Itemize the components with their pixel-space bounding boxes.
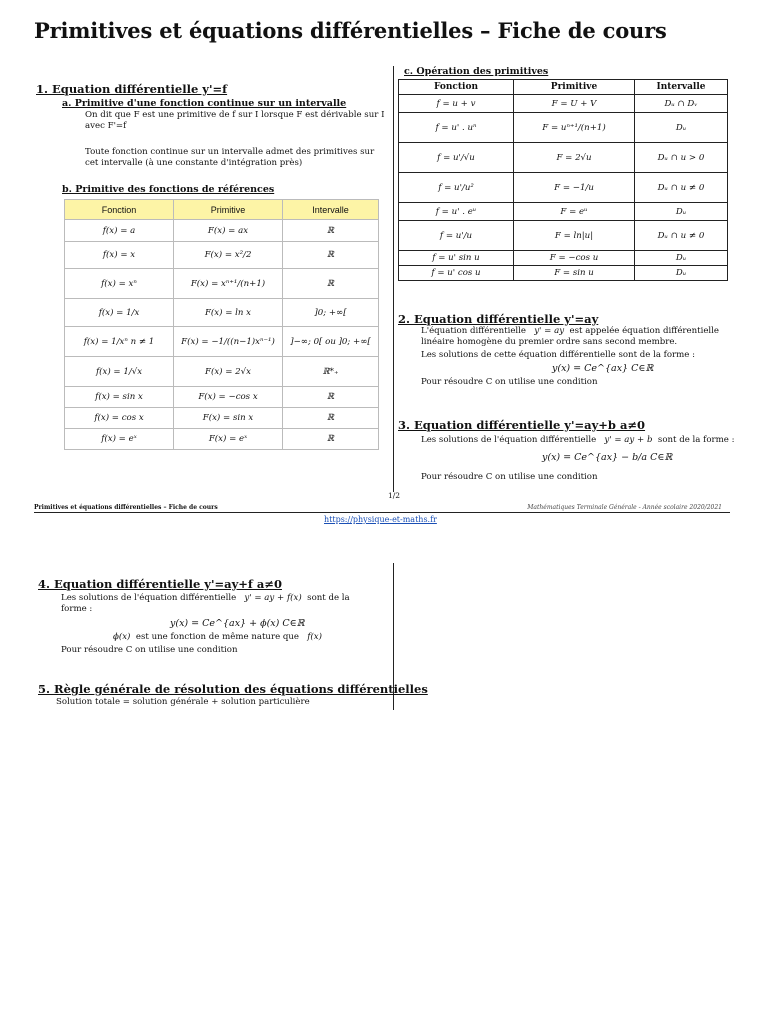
section-2-text bbox=[421, 326, 731, 348]
ops-header-fonction: Fonction bbox=[399, 80, 514, 95]
table-cell: Dᵤ bbox=[635, 113, 728, 143]
text: Les solutions de l'équation différentielle bbox=[61, 593, 237, 603]
table-cell: F(x) = xⁿ⁺¹/(n+1) bbox=[174, 269, 283, 299]
section-3-heading bbox=[398, 418, 645, 432]
table-cell: Dᵤ bbox=[635, 251, 728, 266]
table-cell: ]0; +∞[ bbox=[283, 299, 379, 327]
operations-primitives-table bbox=[398, 79, 728, 281]
table-cell: F(x) = −cos x bbox=[174, 387, 283, 408]
section-2-solutions-text: Les solutions de cette équation différentielle sont de la forme : bbox=[421, 350, 696, 360]
text: est une fonction de même nature que bbox=[135, 632, 300, 642]
section-c-title: c. Opération des primitives bbox=[404, 66, 549, 77]
table-cell: F = eᵘ bbox=[514, 203, 635, 221]
table-cell: F(x) = eˣ bbox=[174, 429, 283, 450]
text: f(x) bbox=[307, 632, 322, 642]
table-cell: f = u' . uⁿ bbox=[399, 113, 514, 143]
section-4-equation: y(x) = Ce^{ax} + ϕ(x) C∈ℝ bbox=[170, 618, 305, 629]
footer-right: Mathématiques Terminale Générale - Année scolaire 2020/2021 bbox=[527, 504, 722, 511]
table-cell: ℝ bbox=[283, 269, 379, 299]
table-cell: F(x) = 2√x bbox=[174, 357, 283, 387]
footer-rule bbox=[34, 512, 730, 513]
section-5-title: 5. Règle générale de résolution des équations différentielles bbox=[38, 682, 428, 696]
table-row bbox=[65, 429, 379, 450]
table-cell: Dᵤ ∩ u ≠ 0 bbox=[635, 221, 728, 251]
table-row bbox=[399, 251, 728, 266]
section-1a-definition: On dit que F est une primitive de f sur I lorsque F est dérivable sur I avec F'=f bbox=[85, 110, 385, 131]
section-c-heading bbox=[404, 66, 548, 77]
table-cell: f(x) = sin x bbox=[65, 387, 174, 408]
table-row bbox=[65, 327, 379, 357]
page-number: 1/2 bbox=[388, 491, 401, 500]
table-cell: F(x) = ln x bbox=[174, 299, 283, 327]
text: sont de la forme : bbox=[657, 435, 735, 445]
section-3-equation: y(x) = Ce^{ax} − b/a C∈ℝ bbox=[542, 452, 673, 463]
table-cell: Dᵤ ∩ Dᵥ bbox=[635, 95, 728, 113]
section-2-heading bbox=[398, 312, 598, 326]
table-cell: ℝ bbox=[283, 429, 379, 450]
table-cell: f = u' cos u bbox=[399, 266, 514, 281]
table-cell: ]−∞; 0[ ou ]0; +∞[ bbox=[283, 327, 379, 357]
reference-primitives-table bbox=[64, 199, 379, 450]
section-4-phi-text bbox=[113, 632, 393, 643]
table-cell: F = −1/u bbox=[514, 173, 635, 203]
section-5-text: Solution totale = solution générale + solution particulière bbox=[56, 697, 310, 707]
table-row bbox=[65, 299, 379, 327]
table-row bbox=[399, 113, 728, 143]
section-4-text bbox=[61, 593, 371, 615]
section-3-condition: Pour résoudre C on utilise une condition bbox=[421, 472, 598, 482]
table-row bbox=[65, 242, 379, 269]
table-row bbox=[65, 269, 379, 299]
table-cell: ℝ*₊ bbox=[283, 357, 379, 387]
table-cell: F = −cos u bbox=[514, 251, 635, 266]
table-row bbox=[399, 266, 728, 281]
section-1-title: 1. Equation différentielle y'=f bbox=[36, 82, 228, 96]
table-row bbox=[399, 221, 728, 251]
footer-left: Primitives et équations différentielles – Fiche de cours bbox=[34, 504, 218, 511]
table-cell: f(x) = eˣ bbox=[65, 429, 174, 450]
section-2-title: 2. Equation différentielle y'=ay bbox=[398, 312, 599, 326]
table-cell: f(x) = a bbox=[65, 220, 174, 242]
table-row bbox=[399, 203, 728, 221]
section-2-condition: Pour résoudre C on utilise une condition bbox=[421, 377, 598, 387]
section-1a-theorem: Toute fonction continue sur un intervalle admet des primitives sur cet intervalle (à une constante d'intégration près) bbox=[85, 147, 375, 168]
table-cell: F(x) = −1/((n−1)xⁿ⁻¹) bbox=[174, 327, 283, 357]
table-cell: f = u' . eᵘ bbox=[399, 203, 514, 221]
section-3-title: 3. Equation différentielle y'=ay+b a≠0 bbox=[398, 418, 646, 432]
table-row bbox=[65, 220, 379, 242]
table-row bbox=[399, 143, 728, 173]
ops-header-intervalle: Intervalle bbox=[635, 80, 728, 95]
table-cell: f = u' sin u bbox=[399, 251, 514, 266]
table-cell: F = uⁿ⁺¹/(n+1) bbox=[514, 113, 635, 143]
table-row bbox=[65, 408, 379, 429]
text: sont de la forme : bbox=[61, 593, 350, 614]
section-5-heading bbox=[38, 682, 428, 696]
table-cell: ℝ bbox=[283, 220, 379, 242]
table-cell: f(x) = cos x bbox=[65, 408, 174, 429]
table-row bbox=[399, 95, 728, 113]
section-1b-title: b. Primitive des fonctions de références bbox=[62, 184, 275, 195]
section-4-heading bbox=[38, 577, 282, 591]
table-cell: Dᵤ ∩ u > 0 bbox=[635, 143, 728, 173]
table-cell: f(x) = 1/x bbox=[65, 299, 174, 327]
section-4-title: 4. Equation différentielle y'=ay+f a≠0 bbox=[38, 577, 282, 591]
table-cell: F(x) = sin x bbox=[174, 408, 283, 429]
table-row bbox=[399, 173, 728, 203]
table-cell: F = ln|u| bbox=[514, 221, 635, 251]
section-1b-heading bbox=[62, 184, 274, 195]
table-cell: f(x) = 1/xⁿ n ≠ 1 bbox=[65, 327, 174, 357]
equation-inline: y' = ay + b bbox=[604, 435, 653, 445]
ops-header-primitive: Primitive bbox=[514, 80, 635, 95]
table-cell: f = u'/√u bbox=[399, 143, 514, 173]
table-cell: f = u'/u² bbox=[399, 173, 514, 203]
ref-header-primitive: Primitive bbox=[174, 200, 283, 220]
website-link[interactable]: https://physique-et-maths.fr bbox=[324, 515, 437, 524]
table-cell: Dᵤ ∩ u ≠ 0 bbox=[635, 173, 728, 203]
table-cell: f(x) = 1/√x bbox=[65, 357, 174, 387]
section-1a-heading bbox=[62, 98, 346, 109]
table-cell: f(x) = x bbox=[65, 242, 174, 269]
text: est appelée équation différentielle linéaire homogène du premier ordre sans second membre. bbox=[421, 326, 720, 347]
equation-inline: y' = ay bbox=[534, 326, 565, 336]
ref-header-fonction: Fonction bbox=[65, 200, 174, 220]
table-cell: Dᵤ bbox=[635, 203, 728, 221]
table-cell: f(x) = xⁿ bbox=[65, 269, 174, 299]
table-cell: F = U + V bbox=[514, 95, 635, 113]
section-3-text bbox=[421, 435, 741, 446]
table-cell: F(x) = ax bbox=[174, 220, 283, 242]
table-cell: f = u + v bbox=[399, 95, 514, 113]
text: L'équation différentielle bbox=[421, 326, 526, 336]
section-1a-title: a. Primitive d'une fonction continue sur un intervalle bbox=[62, 98, 347, 109]
table-cell: Dᵤ bbox=[635, 266, 728, 281]
text: Les solutions de l'équation différentielle bbox=[421, 435, 597, 445]
section-1-heading bbox=[36, 82, 227, 96]
text: ϕ(x) bbox=[113, 632, 131, 642]
section-4-condition: Pour résoudre C on utilise une condition bbox=[61, 645, 238, 655]
table-cell: ℝ bbox=[283, 387, 379, 408]
table-cell: f = u'/u bbox=[399, 221, 514, 251]
section-2-equation: y(x) = Ce^{ax} C∈ℝ bbox=[552, 363, 654, 374]
table-cell: F = sin u bbox=[514, 266, 635, 281]
table-cell: ℝ bbox=[283, 408, 379, 429]
page-title: Primitives et équations différentielles – Fiche de cours bbox=[34, 18, 667, 43]
column-divider bbox=[393, 66, 394, 492]
table-cell: F = 2√u bbox=[514, 143, 635, 173]
table-row bbox=[65, 387, 379, 408]
table-cell: ℝ bbox=[283, 242, 379, 269]
ref-header-intervalle: Intervalle bbox=[283, 200, 379, 220]
equation-inline: y' = ay + f(x) bbox=[244, 593, 302, 603]
table-row bbox=[65, 357, 379, 387]
table-cell: F(x) = x²/2 bbox=[174, 242, 283, 269]
